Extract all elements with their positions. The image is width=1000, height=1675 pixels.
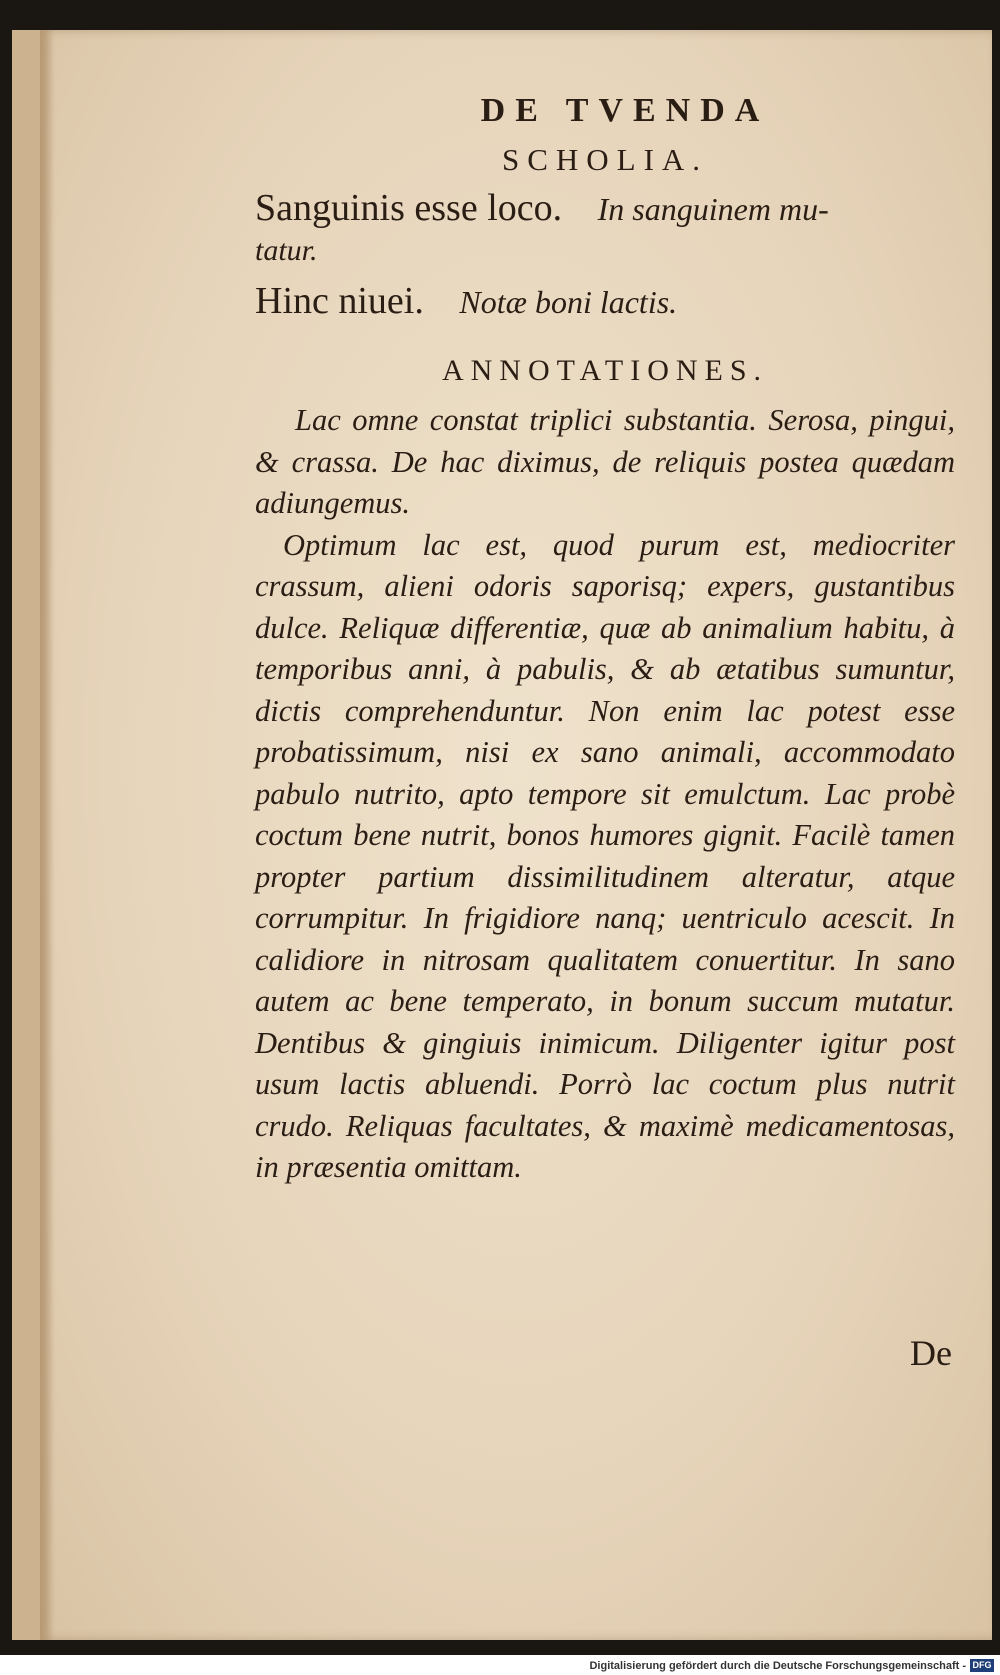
scholia-lemma: Sanguinis esse loco. (255, 187, 563, 229)
page-gutter (40, 30, 54, 1640)
digitization-credit: Digitalisierung gefördert durch die Deutsche Forschungsgemeinschaft - (0, 1658, 1000, 1675)
annotation-paragraph: Lac omne constat triplici substantia. Serosa, pingui, & crassa. De hac diximus, de reliquis postea quædam adiungemus. (255, 403, 955, 520)
scholia-continuation: tatur. (255, 234, 318, 267)
catchword: De (910, 1333, 952, 1373)
annotationes-heading: ANNOTATIONES. (441, 354, 769, 387)
running-head: DE TVENDA (480, 92, 770, 129)
scholia-lemma: Hinc niuei. (255, 280, 424, 322)
scholia-gloss: In sanguinem mu- (597, 191, 829, 227)
scholia-gloss: Notæ boni lactis. (459, 284, 678, 320)
text-block (255, 92, 955, 1189)
scholia-heading: SCHOLIA. (501, 142, 709, 177)
annotation-paragraph: Optimum lac est, quod purum est, mediocriter crassum, alieni odoris saporisq; expers, gustantibus dulce. Reliquæ differentiæ, quæ ab animalium habitu, à temporibus anni, à pabulis, & ab ætatibus sumuntur, dictis comprehenduntur. Non enim lac potest esse probatissimum, nisi ex sano animali, accommodato pabulo nutrito, apto tempore sit emulctum. Lac probè coctum bene nutrit, bonos humores gignit. Facilè tamen propter partium dissimilitudinem alteratur, atque corrumpitur. In frigidiore nanq; uentriculo acescit. In calidiore in nitrosam qualitatem conuertitur. In sano autem ac bene temperato, in bonum succum mutatur. Dentibus & gingiuis inimicum. Diligenter igitur post usum lactis abluendi. Porrò lac coctum plus nutrit crudo. Reliquas facultates, & maximè medicamentosas, in præsentia omittam. (255, 527, 955, 1184)
scholia-entry (255, 277, 955, 326)
scholia-entry (255, 184, 955, 233)
dfg-logo: DFG (970, 1659, 994, 1672)
